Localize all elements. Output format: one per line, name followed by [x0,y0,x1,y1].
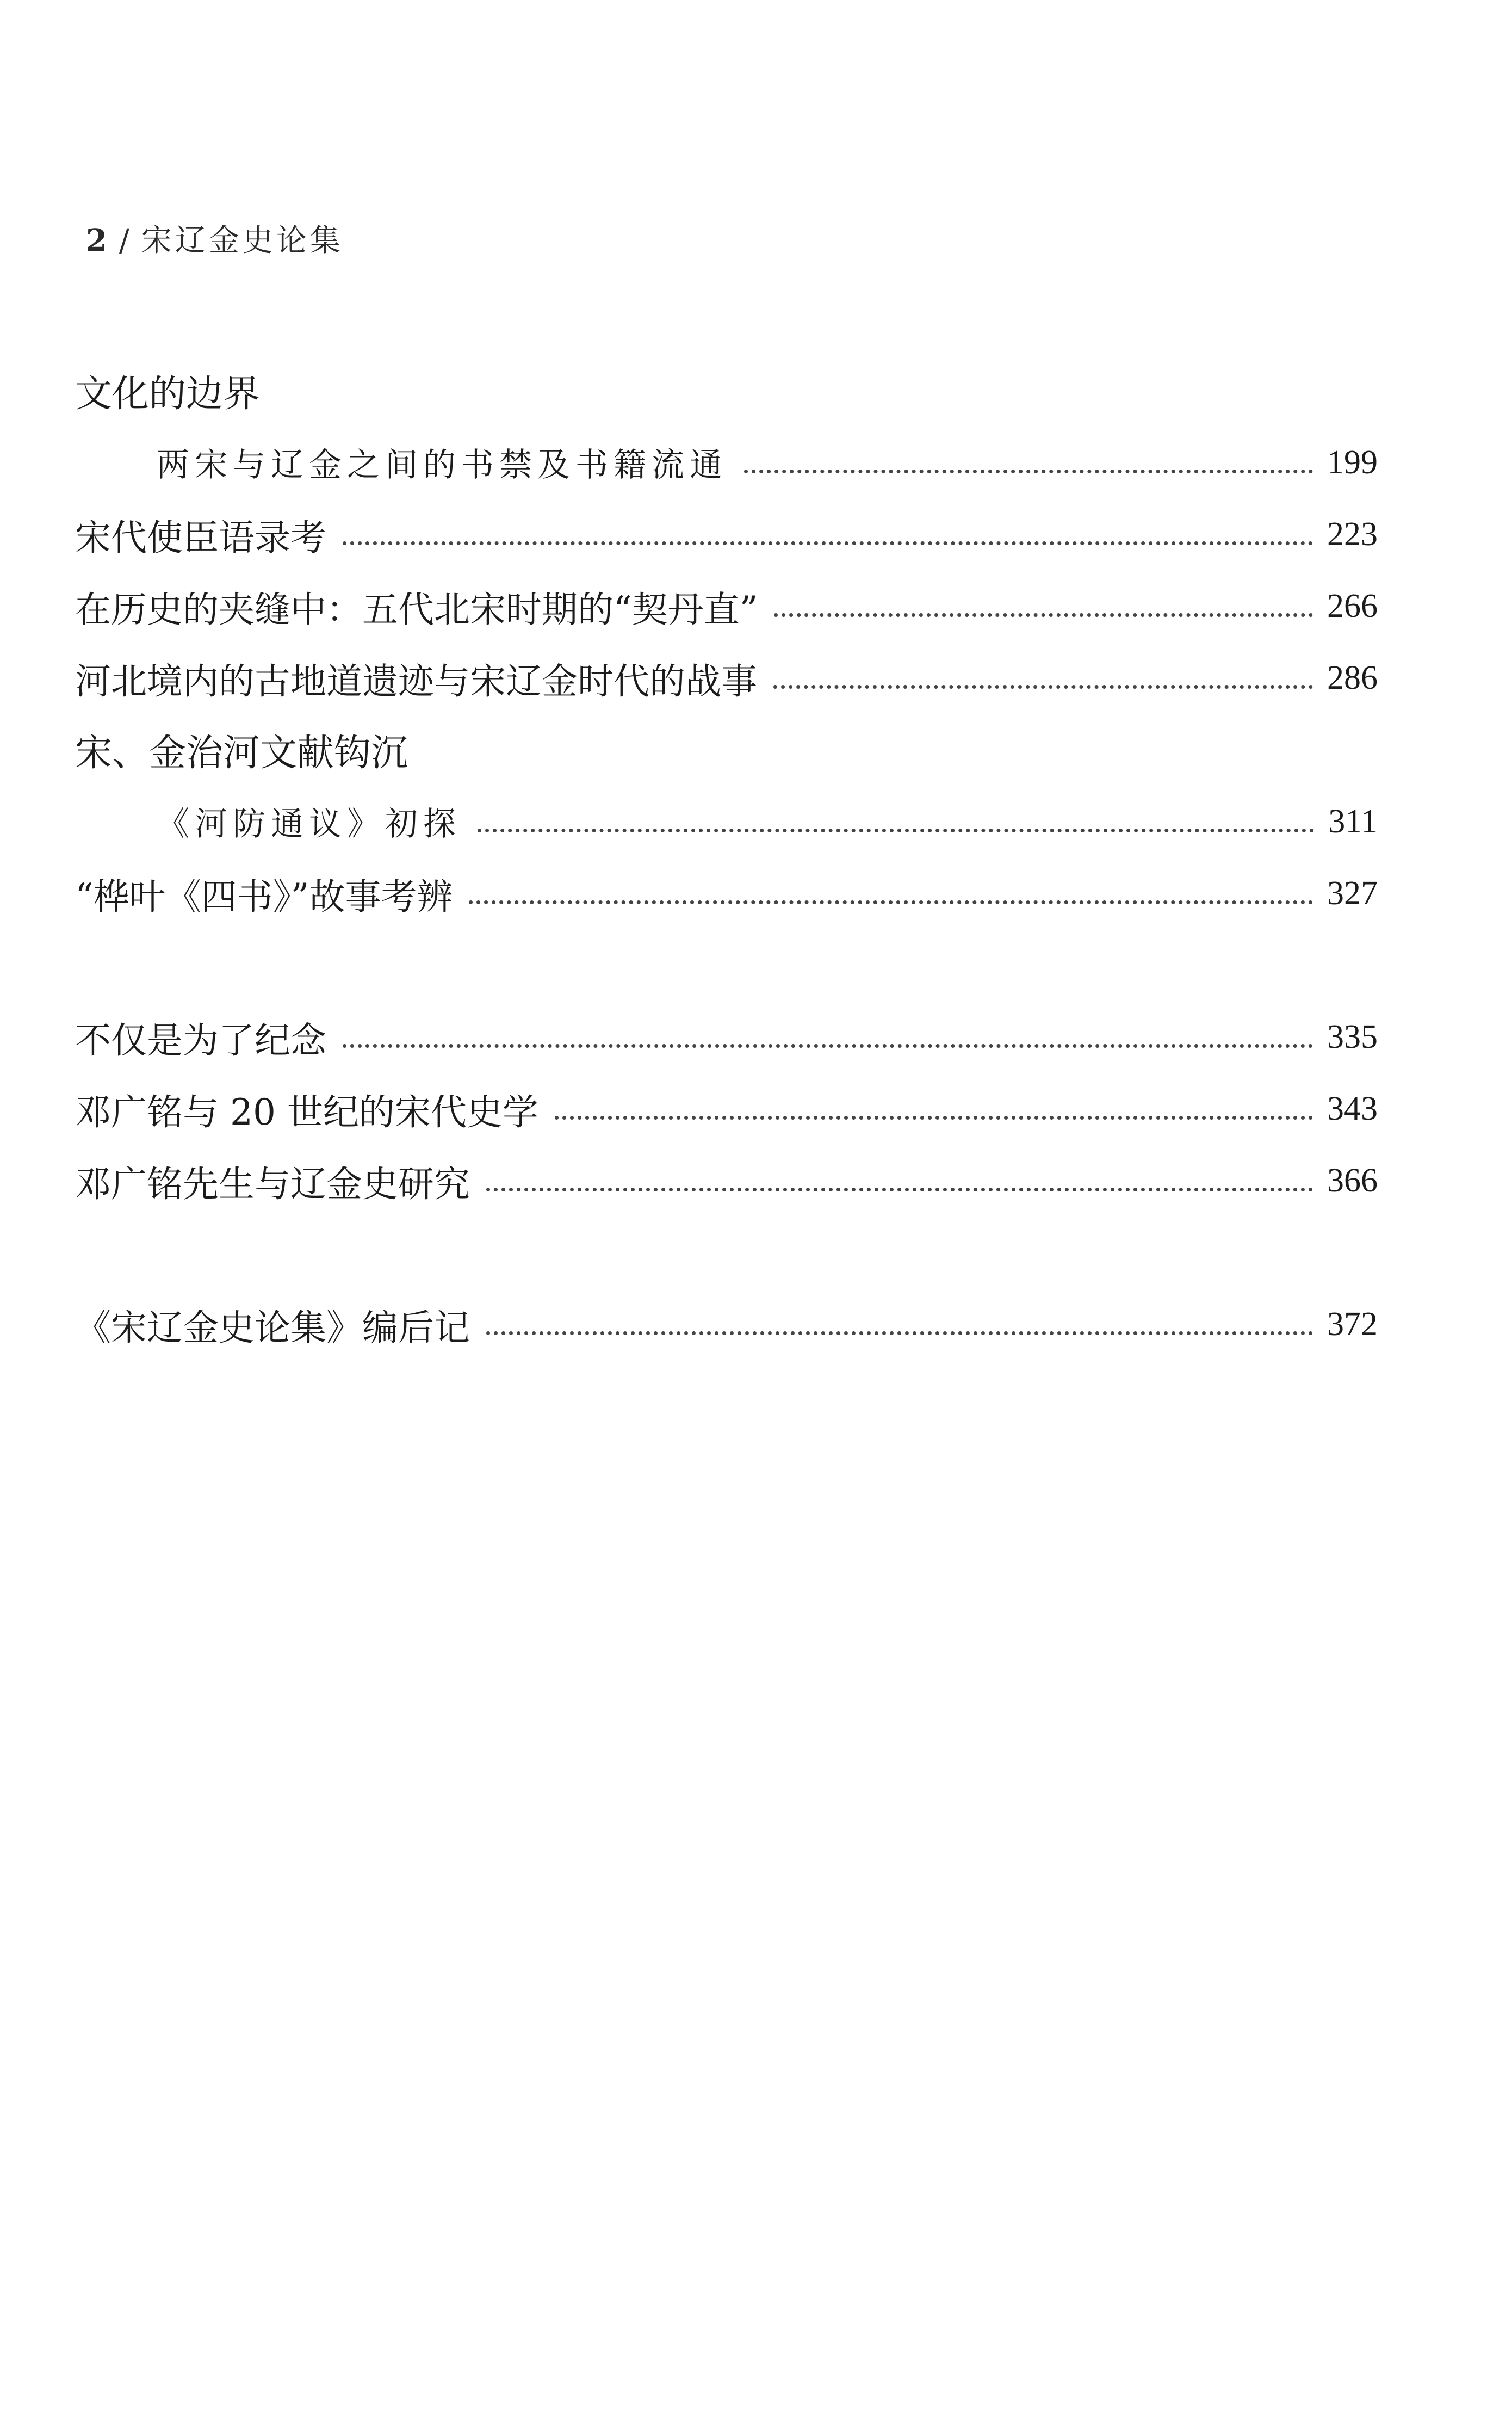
dot-leader [469,900,1313,904]
header-book-title: 宋辽金史论集 [141,223,344,258]
toc-group-title: 宋、金治河文献钩沉 [75,731,408,775]
toc-entry-title: 宋代使臣语录考 [75,516,326,559]
toc-entry [75,1153,1378,1208]
toc-entry-page: 286 [1327,659,1378,696]
dot-leader [478,829,1314,832]
toc-entry-page: 372 [1327,1305,1378,1343]
toc-entry-title: 河北境内的古地道遗迹与宋辽金时代的战事 [75,660,757,702]
toc-entry [75,1297,1378,1351]
toc-entry [75,1082,1378,1136]
dot-leader [773,685,1313,689]
dot-leader [343,541,1313,545]
toc-entry-title: 《河防通议》初探 [157,805,461,843]
toc-entry [75,651,1378,705]
toc-entry-title: 两宋与辽金之间的书禁及书籍流通 [157,446,728,484]
toc-entry-title: 《宋辽金史论集》编后记 [75,1306,470,1349]
toc-group-heading [75,363,1378,418]
toc-entry-page: 223 [1327,515,1378,553]
header-page-number: 2 [86,223,110,258]
toc-entry-page: 327 [1327,874,1378,912]
toc-entry-title: 在历史的夹缝中：五代北宋时期的“契丹直” [75,588,758,631]
toc-entry-title: “桦叶《四书》”故事考辨 [75,875,453,918]
toc-entry [157,794,1378,849]
dot-leader [486,1331,1313,1335]
running-header [86,217,344,260]
header-separator: / [119,223,133,258]
toc-entry-page: 199 [1327,443,1378,481]
dot-leader [343,1044,1313,1048]
dot-leader [774,613,1313,617]
toc-entry [157,435,1378,490]
toc-entry-page: 266 [1327,587,1378,625]
toc-entry [75,1010,1378,1064]
toc-entry-title: 不仅是为了纪念 [75,1019,326,1061]
toc-entry-page: 311 [1328,802,1378,840]
toc-entry [75,507,1378,561]
toc-entry-title: 邓广铭先生与辽金史研究 [75,1163,470,1205]
toc-entry [75,579,1378,633]
toc-entry-page: 366 [1327,1162,1378,1199]
toc-group-title: 文化的边界 [75,372,261,416]
dot-leader [555,1116,1313,1120]
toc-entry-page: 343 [1327,1090,1378,1127]
toc-entry-title: 邓广铭与 20 世纪的宋代史学 [75,1091,538,1133]
dot-leader [744,470,1313,473]
toc-entry [75,866,1378,921]
dot-leader [486,1188,1313,1191]
toc-entry-page: 335 [1327,1018,1378,1055]
toc-group-heading [75,723,1378,777]
